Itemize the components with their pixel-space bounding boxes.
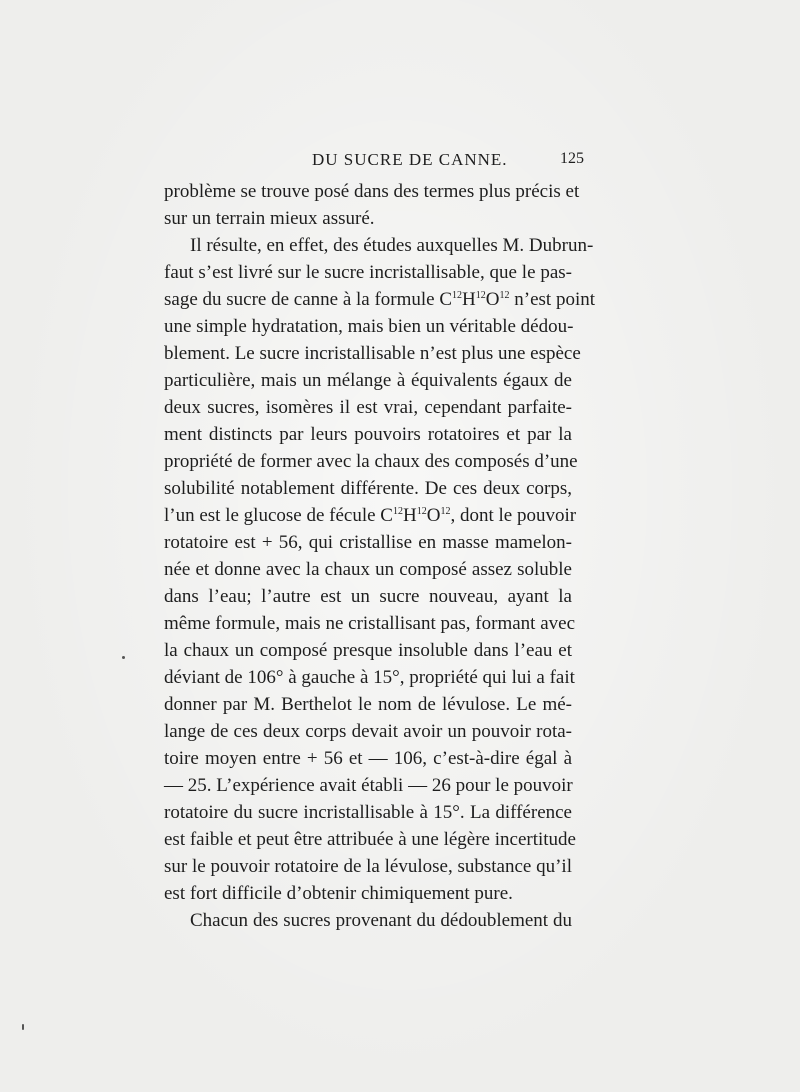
text-line: rotatoire est + 56, qui cristallise en masse mamelon-: [164, 532, 572, 553]
text-line: particulière, mais un mélange à équivalents égaux de: [164, 370, 572, 391]
text-line: dans l’eau; l’autre est un sucre nouveau, ayant la: [164, 586, 572, 607]
text-line: est fort difficile d’obtenir chimiquement pure.: [164, 883, 513, 904]
text-line: est faible et peut être attribuée à une légère incertitude: [164, 829, 576, 850]
text-line: rotatoire du sucre incristallisable à 15°. La différence: [164, 802, 572, 823]
text-line: solubilité notablement différente. De ces deux corps,: [164, 478, 572, 499]
text-line: même formule, mais ne cristallisant pas, formant avec: [164, 613, 575, 634]
text-line: la chaux un composé presque insoluble dans l’eau et: [164, 640, 572, 661]
ink-speck: [122, 656, 125, 659]
text-line: toire moyen entre + 56 et — 106, c’est-à-dire égal à: [164, 748, 572, 769]
body-text: [164, 178, 596, 934]
page-number: 125: [560, 150, 584, 167]
text-line: lange de ces deux corps devait avoir un pouvoir rota-: [164, 721, 572, 742]
ink-speck: [22, 1024, 24, 1030]
text-line: donner par M. Berthelot le nom de lévulose. Le mé-: [164, 694, 572, 715]
text-line: Chacun des sucres provenant du dédoublement du: [190, 910, 572, 931]
page-header: [164, 150, 584, 176]
text-line: problème se trouve posé dans des termes plus précis et: [164, 181, 580, 202]
text-line: deux sucres, isomères il est vrai, cependant parfaite-: [164, 397, 572, 418]
text-line: blement. Le sucre incristallisable n’est plus une espèce: [164, 343, 581, 364]
text-line: faut s’est livré sur le sucre incristallisable, que le pas-: [164, 262, 572, 283]
running-title: DU SUCRE DE CANNE.: [312, 150, 508, 169]
text-line: ment distincts par leurs pouvoirs rotatoires et par la: [164, 424, 572, 445]
text-line: sur un terrain mieux assuré.: [164, 208, 375, 229]
text-line: déviant de 106° à gauche à 15°, propriété qui lui a fait: [164, 667, 575, 688]
text-line: née et donne avec la chaux un composé assez soluble: [164, 559, 572, 580]
text-line: sage du sucre de canne à la formule $C^{12}H^{12}O^{12}$ n’est point: [164, 289, 596, 310]
text-line: — 25. L’expérience avait établi — 26 pour le pouvoir: [164, 775, 573, 796]
text-line: une simple hydratation, mais bien un véritable dédou-: [164, 316, 574, 337]
text-line: propriété de former avec la chaux des composés d’une: [164, 451, 578, 472]
text-line: sur le pouvoir rotatoire de la lévulose, substance qu’il: [164, 856, 572, 877]
text-line: Il résulte, en effet, des études auxquelles M. Dubrun-: [190, 235, 594, 256]
text-line: l’un est le glucose de fécule $C^{12}H^{12}O^{12}$, dont le pouvoir: [164, 505, 577, 526]
